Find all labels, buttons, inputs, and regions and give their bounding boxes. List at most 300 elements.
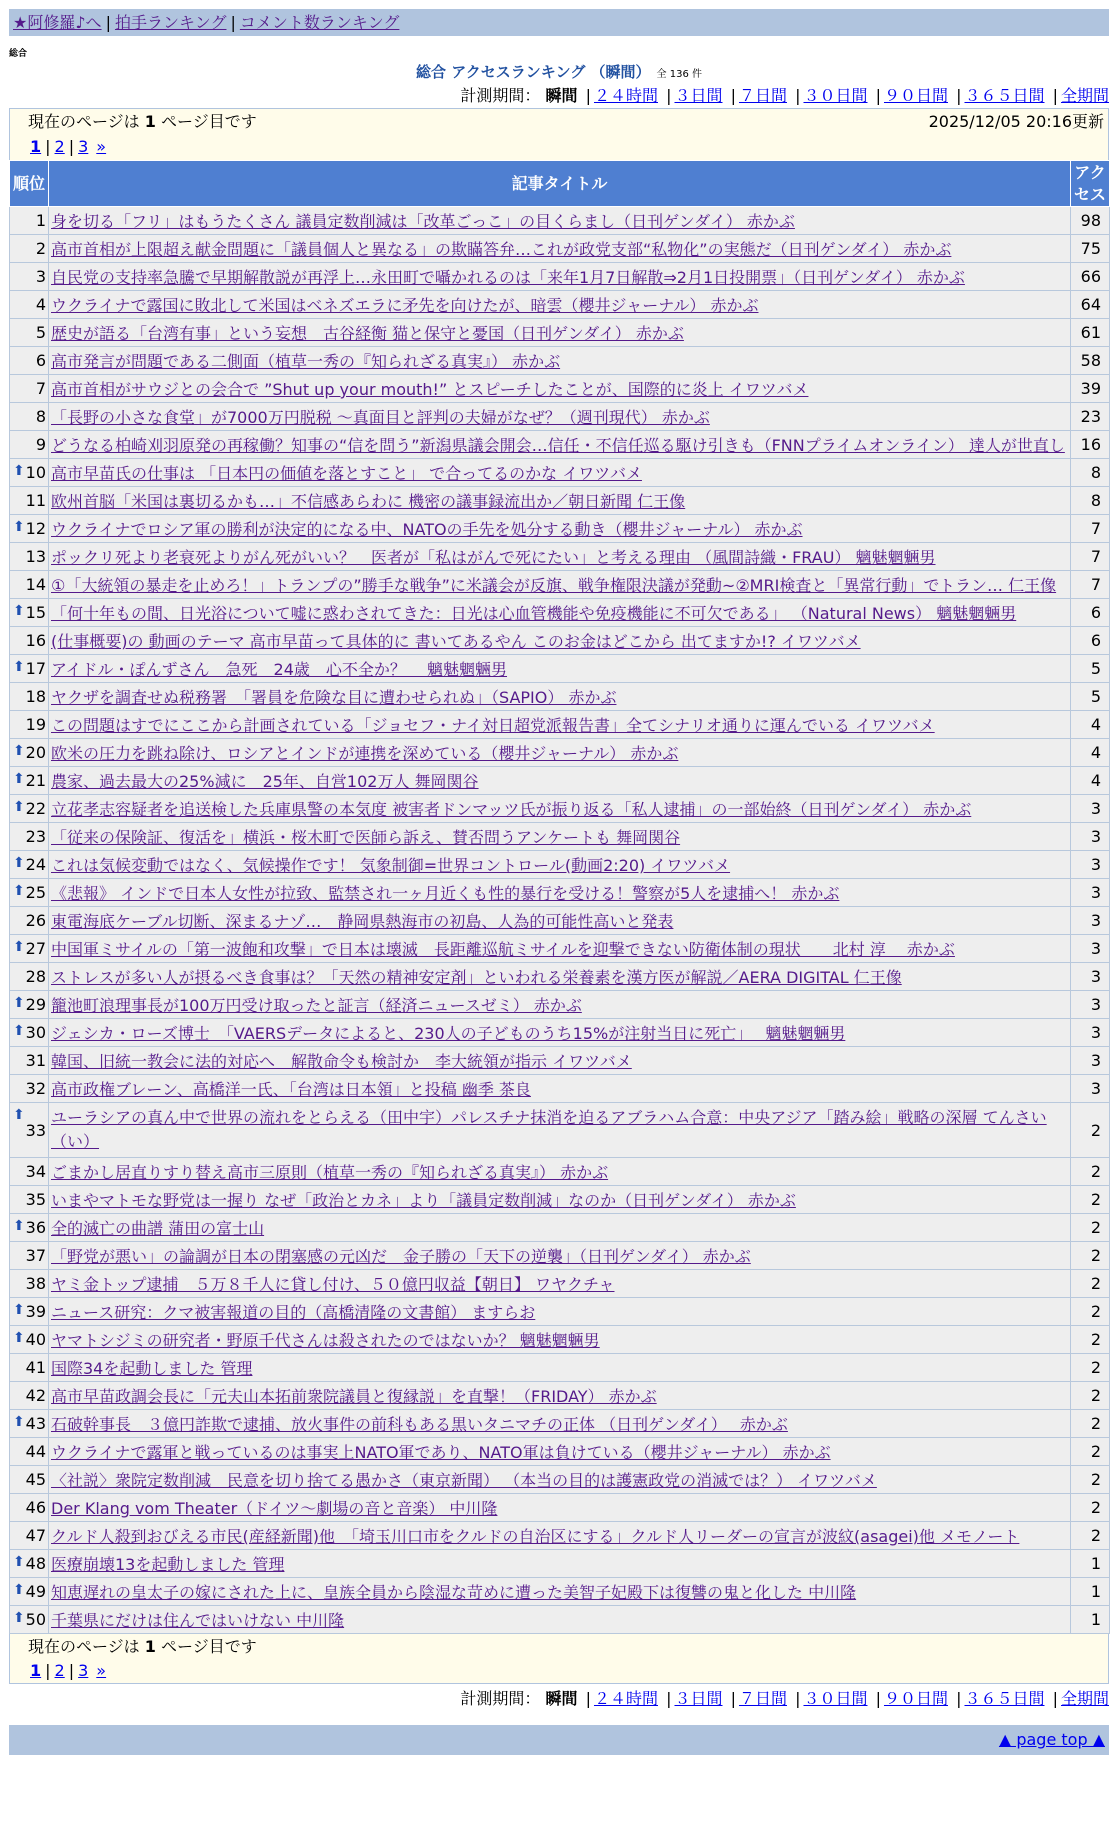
rank-cell bbox=[10, 1354, 49, 1382]
period-link-3d[interactable]: ３日間 bbox=[674, 86, 723, 105]
table-row bbox=[10, 655, 1110, 683]
title-cell bbox=[49, 1354, 1071, 1382]
page-top-link[interactable]: ▲ page top ▲ bbox=[998, 1730, 1105, 1749]
article-link[interactable]: 「長野の小さな食堂」が7000万円脱税 ～真面目と評判の夫婦がなぜ？（週刊現代） 赤かぶ bbox=[51, 408, 710, 427]
article-link[interactable]: 「何十年もの間、日光浴について嘘に惑わされてきた：日光は心血管機能や免疫機能に不可欠である」 （Natural News） 魑魅魍魎男 bbox=[51, 604, 1017, 623]
rank-up-arrow-icon: ⬆ bbox=[13, 855, 25, 871]
rank-cell bbox=[10, 459, 49, 487]
article-link[interactable]: 《悲報》 インドで日本人女性が拉致、監禁され一ヶ月近くも性的暴行を受ける！警察が5人を逮捕へ！ 赤かぶ bbox=[51, 884, 840, 903]
rank-cell bbox=[10, 319, 49, 347]
article-link[interactable]: 自民党の支持率急騰で早期解散説が再浮上…永田町で囁かれるのは「来年1月7日解散⇒2月1日投開票」（日刊ゲンダイ） 赤かぶ bbox=[51, 268, 965, 287]
article-link[interactable]: 欧州首脳「米国は裏切るかも…」不信感あらわに 機密の議事録流出か／朝日新聞 仁王像 bbox=[51, 492, 686, 511]
article-link[interactable]: ウクライナでロシア軍の勝利が決定的になる中、NATOの手先を処分する動き（櫻井ジャーナル） 赤かぶ bbox=[51, 520, 803, 539]
current-page-text: 現在のページは 1 ページ目です bbox=[28, 112, 257, 131]
rank-up-arrow-icon: ⬆ bbox=[13, 1330, 25, 1346]
rank-number: 16 bbox=[25, 631, 46, 650]
title-cell bbox=[49, 1466, 1071, 1494]
rank-cell bbox=[10, 1047, 49, 1075]
rank-cell bbox=[10, 823, 49, 851]
article-link[interactable]: Der Klang vom Theater（ドイツ～劇場の音と音楽） 中川隆 bbox=[51, 1499, 498, 1518]
article-link[interactable]: ニュース研究：クマ被害報道の目的（高橋清隆の文書館） ますらお bbox=[51, 1303, 536, 1322]
access-count: 2 bbox=[1071, 1438, 1110, 1466]
rank-up-arrow-icon: ⬆ bbox=[13, 1582, 25, 1598]
table-row bbox=[10, 1410, 1110, 1438]
rank-cell bbox=[10, 1214, 49, 1242]
article-link[interactable]: ごまかし居直りすり替え高市三原則（植草一秀の『知られざる真実』） 赤かぶ bbox=[51, 1163, 609, 1182]
rank-number: 27 bbox=[25, 939, 46, 958]
title-cell bbox=[49, 1522, 1071, 1550]
rank-up-arrow-icon: ⬆ bbox=[13, 939, 25, 955]
rank-up-arrow-icon: ⬆ bbox=[13, 743, 25, 759]
title-cell bbox=[49, 1326, 1071, 1354]
title-cell bbox=[49, 1186, 1071, 1214]
table-row bbox=[10, 1075, 1110, 1103]
period-link-24h[interactable]: ２４時間 bbox=[593, 86, 658, 105]
table-row bbox=[10, 1522, 1110, 1550]
rank-cell bbox=[10, 1103, 49, 1158]
title-cell bbox=[49, 627, 1071, 655]
table-row bbox=[10, 1186, 1110, 1214]
rank-number: 34 bbox=[25, 1162, 46, 1181]
rank-up-arrow-icon: ⬆ bbox=[13, 1610, 25, 1626]
table-row bbox=[10, 963, 1110, 991]
article-link[interactable]: 高市早苗氏の仕事は 「日本円の価値を落とすこと」 で合ってるのかな イワツバメ bbox=[51, 464, 642, 483]
access-count: 7 bbox=[1071, 515, 1110, 543]
access-count: 2 bbox=[1071, 1494, 1110, 1522]
article-link[interactable]: 医療崩壊13を起動しました 管理 bbox=[51, 1555, 285, 1574]
article-link[interactable]: 高市発言が問題である二側面（植草一秀の『知られざる真実』） 赤かぶ bbox=[51, 352, 561, 371]
rank-number: 12 bbox=[25, 519, 46, 538]
table-row bbox=[10, 711, 1110, 739]
article-link[interactable]: 立花孝志容疑者を追送検した兵庫県警の本気度 被害者ドンマッツ氏が振り返る「私人逮捕」の一部始終（日刊ゲンダイ） 赤かぶ bbox=[51, 800, 972, 819]
article-link[interactable]: 知恵遅れの皇太子の嫁にされた上に、皇族全員から陰湿な苛めに遭った美智子妃殿下は復讐の鬼と化した 中川隆 bbox=[51, 1583, 857, 1602]
access-count: 8 bbox=[1071, 459, 1110, 487]
article-link[interactable]: ユーラシアの真ん中で世界の流れをとらえる（田中宇）パレスチナ抹消を迫るアブラハム合意：中央アジア「踏み絵」戦略の深層 てんさい（い） bbox=[51, 1108, 1047, 1151]
access-count: 1 bbox=[1071, 1606, 1110, 1634]
table-row bbox=[10, 1103, 1110, 1158]
rank-number: 31 bbox=[25, 1051, 46, 1070]
article-link[interactable]: ウクライナで露軍と戦っているのは事実上NATO軍であり、NATO軍は負けている（櫻井ジャーナル） 赤かぶ bbox=[51, 1443, 831, 1462]
title-cell bbox=[49, 1270, 1071, 1298]
table-row bbox=[10, 683, 1110, 711]
period-link-90d[interactable]: ９０日間 bbox=[883, 86, 948, 105]
table-row bbox=[10, 543, 1110, 571]
period-link-7d[interactable]: ７日間 bbox=[738, 86, 787, 105]
pagination-top: 現在のページは 1 ページ目です 2025/12/05 20:16更新 1 | 2 | 3 » bbox=[9, 108, 1109, 160]
article-link[interactable]: 東電海底ケーブル切断、深まるナゾ… 静岡県熱海市の初島、人為的可能性高いと発表 bbox=[51, 912, 674, 931]
title-cell bbox=[49, 599, 1071, 627]
rank-number: 15 bbox=[25, 603, 46, 622]
table-row bbox=[10, 375, 1110, 403]
rank-cell bbox=[10, 1578, 49, 1606]
article-link[interactable]: 農家、過去最大の25%減に 25年、自営102万人 舞岡関谷 bbox=[51, 772, 479, 791]
access-count: 4 bbox=[1071, 767, 1110, 795]
period-link-365d[interactable]: ３６５日間 bbox=[964, 86, 1045, 105]
rank-number: 28 bbox=[25, 967, 46, 986]
table-row bbox=[10, 991, 1110, 1019]
rank-cell bbox=[10, 1186, 49, 1214]
article-link[interactable]: クルド人殺到おびえる市民(産経新聞)他 「埼玉川口市をクルドの自治区にする」クルド人リーダーの宣言が波紋(asagei)他 メモノート bbox=[51, 1527, 1020, 1546]
rank-cell bbox=[10, 235, 49, 263]
rank-number: 4 bbox=[35, 295, 46, 314]
table-row bbox=[10, 319, 1110, 347]
article-link[interactable]: 韓国、旧統一教会に法的対応へ 解散命令も検討か 李大統領が指示 イワツバメ bbox=[51, 1052, 632, 1071]
access-count: 23 bbox=[1071, 403, 1110, 431]
title-cell bbox=[49, 403, 1071, 431]
rank-up-arrow-icon: ⬆ bbox=[13, 659, 25, 675]
top-nav-bar: ★阿修羅♪へ | 拍手ランキング | コメント数ランキング bbox=[9, 9, 1109, 36]
table-row bbox=[10, 1354, 1110, 1382]
comment-ranking-link[interactable]: コメント数ランキング bbox=[239, 13, 400, 32]
access-count: 3 bbox=[1071, 991, 1110, 1019]
rank-up-arrow-icon: ⬆ bbox=[13, 519, 25, 535]
access-count: 8 bbox=[1071, 487, 1110, 515]
article-link[interactable]: (仕事概要)の 動画のテーマ 高市早苗って具体的に 書いてあるやん このお金はどこから 出てますか!? イワツバメ bbox=[51, 632, 861, 651]
rank-number: 26 bbox=[25, 911, 46, 930]
article-link[interactable]: 身を切る「フリ」はもうたくさん 議員定数削減は「改革ごっこ」の目くらまし（日刊ゲンダイ） 赤かぶ bbox=[51, 212, 795, 231]
page-link-2-bottom[interactable]: 2 bbox=[54, 1661, 65, 1680]
access-count: 6 bbox=[1071, 627, 1110, 655]
period-current: 瞬間 bbox=[545, 86, 578, 105]
table-row bbox=[10, 487, 1110, 515]
rank-number: 49 bbox=[25, 1582, 46, 1601]
home-link[interactable]: ★阿修羅♪へ bbox=[13, 13, 102, 32]
rank-cell bbox=[10, 1494, 49, 1522]
page-link-3[interactable]: 3 bbox=[78, 137, 89, 156]
title-cell bbox=[49, 459, 1071, 487]
updated-time: 2025/12/05 20:16更新 bbox=[928, 112, 1104, 131]
page-link-1-bottom[interactable]: 1 bbox=[30, 1661, 42, 1680]
table-row bbox=[10, 1326, 1110, 1354]
rank-cell bbox=[10, 571, 49, 599]
rank-up-arrow-icon: ⬆ bbox=[13, 1107, 25, 1123]
ranking-title-text: 総合 アクセスランキング （瞬間） bbox=[416, 63, 651, 81]
table-row bbox=[10, 347, 1110, 375]
page-link-1[interactable]: 1 bbox=[30, 137, 42, 156]
article-link[interactable]: 高市政権ブレーン、高橋洋一氏、「台湾は日本領」と投稿 幽季 茶良 bbox=[51, 1080, 531, 1099]
clap-ranking-link[interactable]: 拍手ランキング bbox=[114, 13, 227, 32]
rank-cell bbox=[10, 1326, 49, 1354]
rank-cell bbox=[10, 543, 49, 571]
access-count: 3 bbox=[1071, 1075, 1110, 1103]
table-row bbox=[10, 599, 1110, 627]
rank-number: 18 bbox=[25, 687, 46, 706]
table-row bbox=[10, 1466, 1110, 1494]
article-link[interactable]: 全的滅亡の曲譜 蒲田の富士山 bbox=[51, 1219, 265, 1238]
article-link[interactable]: 中国軍ミサイルの「第一波飽和攻撃」で日本は壊滅 長距離巡航ミサイルを迎撃できない防衛体制の現状 北村 淳 赤かぶ bbox=[51, 940, 955, 959]
article-link[interactable]: 千葉県にだけは住んではいけない 中川隆 bbox=[51, 1611, 345, 1630]
current-page-text-bottom: 現在のページは 1 ページ目です bbox=[28, 1637, 257, 1656]
table-row bbox=[10, 739, 1110, 767]
period-link-365d-bottom[interactable]: ３６５日間 bbox=[964, 1689, 1045, 1708]
table-row bbox=[10, 515, 1110, 543]
table-row bbox=[10, 627, 1110, 655]
title-cell bbox=[49, 991, 1071, 1019]
rank-number: 43 bbox=[25, 1414, 46, 1433]
access-count: 61 bbox=[1071, 319, 1110, 347]
article-link[interactable]: ①「大統領の暴走を止めろ！」トランプの”勝手な戦争”に米議会が反旗、戦争権限決議が発動~②MRI検査と「異常行動」でトラン… 仁王像 bbox=[51, 576, 1057, 595]
access-count: 5 bbox=[1071, 683, 1110, 711]
period-link-90d-bottom[interactable]: ９０日間 bbox=[883, 1689, 948, 1708]
rank-cell bbox=[10, 1075, 49, 1103]
rank-number: 25 bbox=[25, 883, 46, 902]
article-link[interactable]: アイドル・ぽんずさん 急死 24歳 心不全か？ 魑魅魍魎男 bbox=[51, 660, 508, 679]
rank-cell bbox=[10, 879, 49, 907]
access-count: 7 bbox=[1071, 543, 1110, 571]
rank-cell bbox=[10, 991, 49, 1019]
rank-number: 7 bbox=[35, 379, 46, 398]
rank-number: 40 bbox=[25, 1330, 46, 1349]
article-link[interactable]: どうなる柏崎刈羽原発の再稼働？知事の“信を問う”新潟県議会開会…信任・不信任巡る駆け引きも（FNNプライムオンライン） 達人が世直し bbox=[51, 436, 1065, 455]
rank-cell bbox=[10, 627, 49, 655]
period-link-7d-bottom[interactable]: ７日間 bbox=[738, 1689, 787, 1708]
rank-cell bbox=[10, 1158, 49, 1186]
article-link[interactable]: ポックリ死より老衰死よりがん死がいい？ 医者が「私はがんで死にたい」と考える理由 （風間詩織・FRAU） 魑魅魍魎男 bbox=[51, 548, 936, 567]
rank-number: 2 bbox=[35, 239, 46, 258]
title-cell bbox=[49, 739, 1071, 767]
period-link-all[interactable]: 全期間 bbox=[1060, 86, 1109, 105]
table-row bbox=[10, 207, 1110, 235]
rank-up-arrow-icon: ⬆ bbox=[13, 995, 25, 1011]
access-count: 58 bbox=[1071, 347, 1110, 375]
access-count: 2 bbox=[1071, 1270, 1110, 1298]
table-row bbox=[10, 795, 1110, 823]
article-link[interactable]: ウクライナで露国に敗北して米国はベネズエラに矛先を向けたが、暗雲（櫻井ジャーナル） 赤かぶ bbox=[51, 296, 759, 315]
rank-number: 39 bbox=[25, 1302, 46, 1321]
rank-number: 21 bbox=[25, 771, 46, 790]
rank-cell bbox=[10, 907, 49, 935]
rank-number: 41 bbox=[25, 1358, 46, 1377]
table-row bbox=[10, 403, 1110, 431]
access-count: 6 bbox=[1071, 599, 1110, 627]
rank-cell bbox=[10, 935, 49, 963]
article-link[interactable]: ヤクザを調査せぬ税務署 「署員を危険な目に遭わせられぬ」（SAPIO） 赤かぶ bbox=[51, 688, 617, 707]
title-cell bbox=[49, 1550, 1071, 1578]
access-count: 2 bbox=[1071, 1158, 1110, 1186]
title-cell bbox=[49, 515, 1071, 543]
title-cell bbox=[49, 571, 1071, 599]
article-link[interactable]: 「従来の保険証、復活を」横浜・桜木町で医師ら訴え、賛否問うアンケートも 舞岡関谷 bbox=[51, 828, 681, 847]
table-row bbox=[10, 1158, 1110, 1186]
rank-number: 6 bbox=[35, 351, 46, 370]
rank-up-arrow-icon: ⬆ bbox=[13, 463, 25, 479]
period-link-30d-bottom[interactable]: ３０日間 bbox=[803, 1689, 868, 1708]
rank-cell bbox=[10, 599, 49, 627]
title-cell bbox=[49, 907, 1071, 935]
access-count: 7 bbox=[1071, 571, 1110, 599]
title-cell bbox=[49, 375, 1071, 403]
rank-up-arrow-icon: ⬆ bbox=[13, 1302, 25, 1318]
article-link[interactable]: 籠池町浪理事長が100万円受け取ったと証言（経済ニュースゼミ） 赤かぶ bbox=[51, 996, 582, 1015]
rank-up-arrow-icon: ⬆ bbox=[13, 1414, 25, 1430]
title-cell bbox=[49, 935, 1071, 963]
access-count: 2 bbox=[1071, 1354, 1110, 1382]
access-count: 2 bbox=[1071, 1242, 1110, 1270]
rank-number: 13 bbox=[25, 547, 46, 566]
rank-cell bbox=[10, 739, 49, 767]
ranking-table bbox=[9, 160, 1110, 1634]
rank-number: 36 bbox=[25, 1218, 46, 1237]
table-row bbox=[10, 291, 1110, 319]
table-row bbox=[10, 431, 1110, 459]
rank-cell bbox=[10, 711, 49, 739]
title-cell bbox=[49, 655, 1071, 683]
rank-number: 29 bbox=[25, 995, 46, 1014]
table-row bbox=[10, 1606, 1110, 1634]
rank-number: 11 bbox=[25, 491, 46, 510]
access-count: 2 bbox=[1071, 1214, 1110, 1242]
access-count: 2 bbox=[1071, 1382, 1110, 1410]
article-link[interactable]: いまやマトモな野党は一握り なぜ「政治とカネ」より「議員定数削減」なのか（日刊ゲンダイ） 赤かぶ bbox=[51, 1191, 796, 1210]
title-cell bbox=[49, 1047, 1071, 1075]
title-cell bbox=[49, 263, 1071, 291]
table-row bbox=[10, 235, 1110, 263]
footer-bar bbox=[9, 1725, 1109, 1755]
table-row bbox=[10, 1047, 1110, 1075]
rank-cell bbox=[10, 1410, 49, 1438]
title-cell bbox=[49, 1578, 1071, 1606]
total-count: 全 136 件 bbox=[656, 69, 702, 80]
rank-cell bbox=[10, 1466, 49, 1494]
table-row bbox=[10, 571, 1110, 599]
title-cell bbox=[49, 1158, 1071, 1186]
title-cell bbox=[49, 711, 1071, 739]
access-count: 98 bbox=[1071, 207, 1110, 235]
title-cell bbox=[49, 1019, 1071, 1047]
title-cell bbox=[49, 1382, 1071, 1410]
title-cell bbox=[49, 543, 1071, 571]
title-cell bbox=[49, 319, 1071, 347]
title-cell bbox=[49, 1103, 1071, 1158]
access-count: 16 bbox=[1071, 431, 1110, 459]
access-count: 2 bbox=[1071, 1298, 1110, 1326]
rank-number: 35 bbox=[25, 1190, 46, 1209]
article-link[interactable]: 欧米の圧力を跳ね除け、ロシアとインドが連携を深めている（櫻井ジャーナル） 赤かぶ bbox=[51, 744, 679, 763]
rank-cell bbox=[10, 375, 49, 403]
access-count: 64 bbox=[1071, 291, 1110, 319]
rank-number: 5 bbox=[35, 323, 46, 342]
rank-number: 30 bbox=[25, 1023, 46, 1042]
access-count: 2 bbox=[1071, 1186, 1110, 1214]
table-row bbox=[10, 907, 1110, 935]
rank-number: 46 bbox=[25, 1498, 46, 1517]
table-row bbox=[10, 1494, 1110, 1522]
article-link[interactable]: 高市首相が上限超え献金問題に「議員個人と異なる」の欺瞞答弁…これが政党支部“私物化”の実態だ（日刊ゲンダイ） 赤かぶ bbox=[51, 240, 952, 259]
access-count: 3 bbox=[1071, 1019, 1110, 1047]
rank-number: 44 bbox=[25, 1442, 46, 1461]
rank-number: 38 bbox=[25, 1274, 46, 1293]
access-count: 1 bbox=[1071, 1550, 1110, 1578]
access-count: 3 bbox=[1071, 851, 1110, 879]
rank-cell bbox=[10, 963, 49, 991]
article-link[interactable]: 石破幹事長 ３億円詐欺で逮捕、放火事件の前科もある黒いタニマチの正体 （日刊ゲンダイ） 赤かぶ bbox=[51, 1415, 788, 1434]
rank-cell bbox=[10, 767, 49, 795]
table-row bbox=[10, 1019, 1110, 1047]
rank-number: 37 bbox=[25, 1246, 46, 1265]
article-link[interactable]: ヤマトシジミの研究者・野原千代さんは殺されたのではないか？ 魑魅魍魎男 bbox=[51, 1331, 600, 1350]
access-count: 2 bbox=[1071, 1103, 1110, 1158]
title-cell bbox=[49, 767, 1071, 795]
title-cell bbox=[49, 1410, 1071, 1438]
table-row bbox=[10, 767, 1110, 795]
rank-number: 48 bbox=[25, 1554, 46, 1573]
period-link-30d[interactable]: ３０日間 bbox=[803, 86, 868, 105]
rank-cell bbox=[10, 1242, 49, 1270]
article-link[interactable]: ジェシカ・ローズ博士 「VAERSデータによると、230人の子どものうち15%が注射当日に死亡」 魑魅魍魎男 bbox=[51, 1024, 846, 1043]
access-count: 3 bbox=[1071, 935, 1110, 963]
access-count: 3 bbox=[1071, 879, 1110, 907]
page-next-link[interactable]: » bbox=[96, 137, 107, 156]
article-link[interactable]: ヤミ金トップ逮捕 ５万８千人に貸し付け、５０億円収益【朝日】 ワヤクチャ bbox=[51, 1275, 615, 1294]
period-link-3d-bottom[interactable]: ３日間 bbox=[674, 1689, 723, 1708]
rank-cell bbox=[10, 1270, 49, 1298]
table-row bbox=[10, 1382, 1110, 1410]
access-count: 39 bbox=[1071, 375, 1110, 403]
rank-cell bbox=[10, 515, 49, 543]
rank-up-arrow-icon: ⬆ bbox=[13, 603, 25, 619]
rank-cell bbox=[10, 487, 49, 515]
rank-number: 19 bbox=[25, 715, 46, 734]
access-count: 2 bbox=[1071, 1522, 1110, 1550]
table-row bbox=[10, 1298, 1110, 1326]
rank-number: 50 bbox=[25, 1610, 46, 1629]
article-link[interactable]: 国際34を起動しました 管理 bbox=[51, 1359, 253, 1378]
article-link[interactable]: ストレスが多い人が摂るべき食事は？「天然の精神安定剤」といわれる栄養素を漢方医が解説／AERA DIGITAL 仁王像 bbox=[51, 968, 902, 987]
table-row bbox=[10, 1578, 1110, 1606]
period-label: 計測期間： bbox=[460, 86, 541, 105]
title-cell bbox=[49, 823, 1071, 851]
article-link[interactable]: この問題はすでにここから計画されている「ジョセフ・ナイ対日超党派報告書」全てシナリオ通りに運んでいる イワツバメ bbox=[51, 716, 935, 735]
rank-cell bbox=[10, 263, 49, 291]
article-link[interactable]: 「野党が悪い」の論調が日本の閉塞感の元凶だ 金子勝の「天下の逆襲」（日刊ゲンダイ） 赤かぶ bbox=[51, 1247, 751, 1266]
access-count: 3 bbox=[1071, 1047, 1110, 1075]
article-link[interactable]: 〈社説〉衆院定数削減 民意を切り捨てる愚かさ（東京新聞） （本当の目的は護憲政党の消滅では？） イワツバメ bbox=[51, 1471, 877, 1490]
article-link[interactable]: 歴史が語る「台湾有事」という妄想 古谷経衡 猫と保守と憂国（日刊ゲンダイ） 赤かぶ bbox=[51, 324, 684, 343]
table-row bbox=[10, 1270, 1110, 1298]
rank-cell bbox=[10, 1438, 49, 1466]
page-link-2[interactable]: 2 bbox=[54, 137, 65, 156]
rank-up-arrow-icon: ⬆ bbox=[13, 1218, 25, 1234]
title-cell bbox=[49, 963, 1071, 991]
rank-up-arrow-icon: ⬆ bbox=[13, 1554, 25, 1570]
rank-cell bbox=[10, 1298, 49, 1326]
title-cell bbox=[49, 795, 1071, 823]
title-cell bbox=[49, 291, 1071, 319]
article-link[interactable]: これは気候変動ではなく、気候操作です！ 気象制御=世界コントロール(動画2:20) イワツバメ bbox=[51, 856, 731, 875]
rank-number: 17 bbox=[25, 659, 46, 678]
article-link[interactable]: 高市早苗政調会長に「元夫山本拓前衆院議員と復縁説」を直撃！（FRIDAY） 赤かぶ bbox=[51, 1387, 657, 1406]
rank-number: 8 bbox=[35, 407, 46, 426]
title-cell bbox=[49, 431, 1071, 459]
access-count: 2 bbox=[1071, 1326, 1110, 1354]
period-selector-bottom: 計測期間： 瞬間 | ２４時間 | ３日間 | ７日間 | ３０日間 | ９０日間 | ３６５日間 | 全期間 bbox=[460, 1689, 1109, 1708]
table-row bbox=[10, 1242, 1110, 1270]
section-label: 総合 bbox=[9, 49, 28, 59]
rank-cell bbox=[10, 1550, 49, 1578]
page-link-3-bottom[interactable]: 3 bbox=[78, 1661, 89, 1680]
rank-up-arrow-icon: ⬆ bbox=[13, 883, 25, 899]
article-link[interactable]: 高市首相がサウジとの会合で ”Shut up your mouth!” とスピーチしたことが、国際的に炎上 イワツバメ bbox=[51, 380, 809, 399]
rank-up-arrow-icon: ⬆ bbox=[13, 799, 25, 815]
period-link-all-bottom[interactable]: 全期間 bbox=[1060, 1689, 1109, 1708]
access-count: 3 bbox=[1071, 823, 1110, 851]
table-row bbox=[10, 851, 1110, 879]
col-title-header: 記事タイトル bbox=[49, 161, 1071, 207]
rank-cell bbox=[10, 1019, 49, 1047]
rank-cell bbox=[10, 1382, 49, 1410]
period-link-24h-bottom[interactable]: ２４時間 bbox=[593, 1689, 658, 1708]
page-next-link-bottom[interactable]: » bbox=[96, 1661, 107, 1680]
